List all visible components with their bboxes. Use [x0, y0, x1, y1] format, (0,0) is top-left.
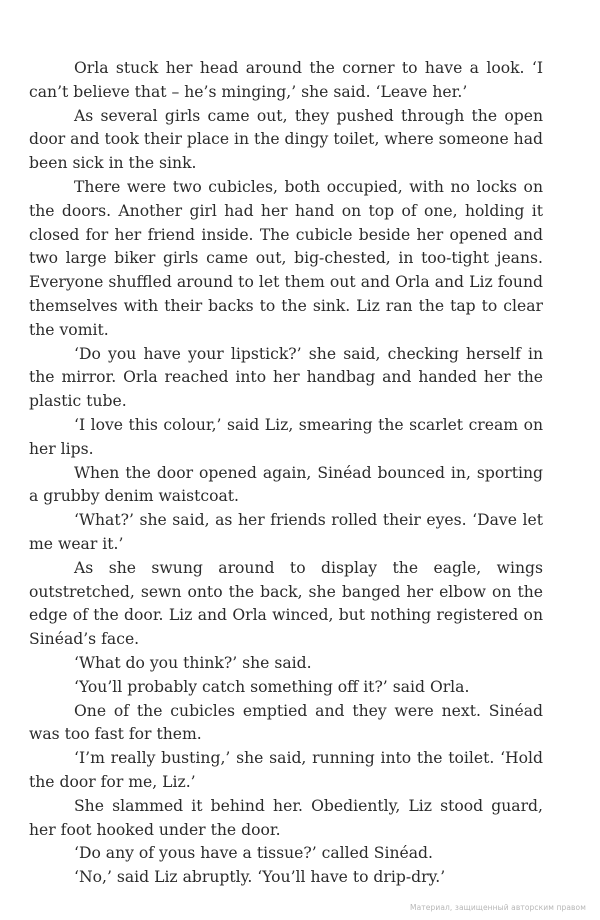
copyright-watermark: Материал, защищенный авторским правом [410, 903, 586, 912]
paragraph: ‘What do you think?’ she said. [74, 653, 312, 672]
book-page-text [29, 57, 543, 890]
paragraph: As she swung around to display the eagle, wings outstretched, sewn onto the back, she banged her elbow on the edge of the door. Liz and Orla winced, but nothing registered on Sinéad’s face. [29, 558, 543, 649]
paragraph: She slammed it behind her. Obediently, Liz stood guard, her foot hooked under the door. [29, 796, 543, 839]
paragraph: There were two cubicles, both occupied, with no locks on the doors. Another girl had her hand on top of one, holding it closed for her friend inside. The cubicle beside her opened and two large biker girls came out, big-chested, in too-tight jeans. Everyone shuffled around to let them out and Orla and Liz found themselves with their backs to the sink. Liz ran the tap to clear the vomit. [29, 177, 543, 339]
paragraph: One of the cubicles emptied and they were next. Sinéad was too fast for them. [29, 701, 543, 744]
paragraph: ‘I’m really busting,’ she said, running into the toilet. ‘Hold the door for me, Liz.’ [29, 749, 543, 791]
paragraph: ‘What?’ she said, as her friends rolled their eyes. ‘Dave let me wear it.’ [29, 511, 543, 553]
paragraph: ‘I love this colour,’ said Liz, smearing the scarlet cream on her lips. [29, 415, 543, 458]
paragraph: ‘No,’ said Liz abruptly. ‘You’ll have to drip-dry.’ [74, 868, 446, 887]
paragraph: Orla stuck her head around the corner to have a look. ‘I can’t believe that – he’s minging,’ she said. ‘Leave her.’ [29, 59, 543, 101]
paragraph: As several girls came out, they pushed through the open door and took their place in the dingy toilet, where someone had been sick in the sink. [29, 106, 543, 173]
paragraph: When the door opened again, Sinéad bounced in, sporting a grubby denim waistcoat. [29, 463, 543, 506]
paragraph: ‘You’ll probably catch something off it?’ said Orla. [74, 677, 470, 696]
paragraph: ‘Do you have your lipstick?’ she said, checking herself in the mirror. Orla reached into her handbag and handed her the plastic tube. [29, 344, 543, 411]
paragraph: ‘Do any of yous have a tissue?’ called Sinéad. [74, 844, 433, 863]
